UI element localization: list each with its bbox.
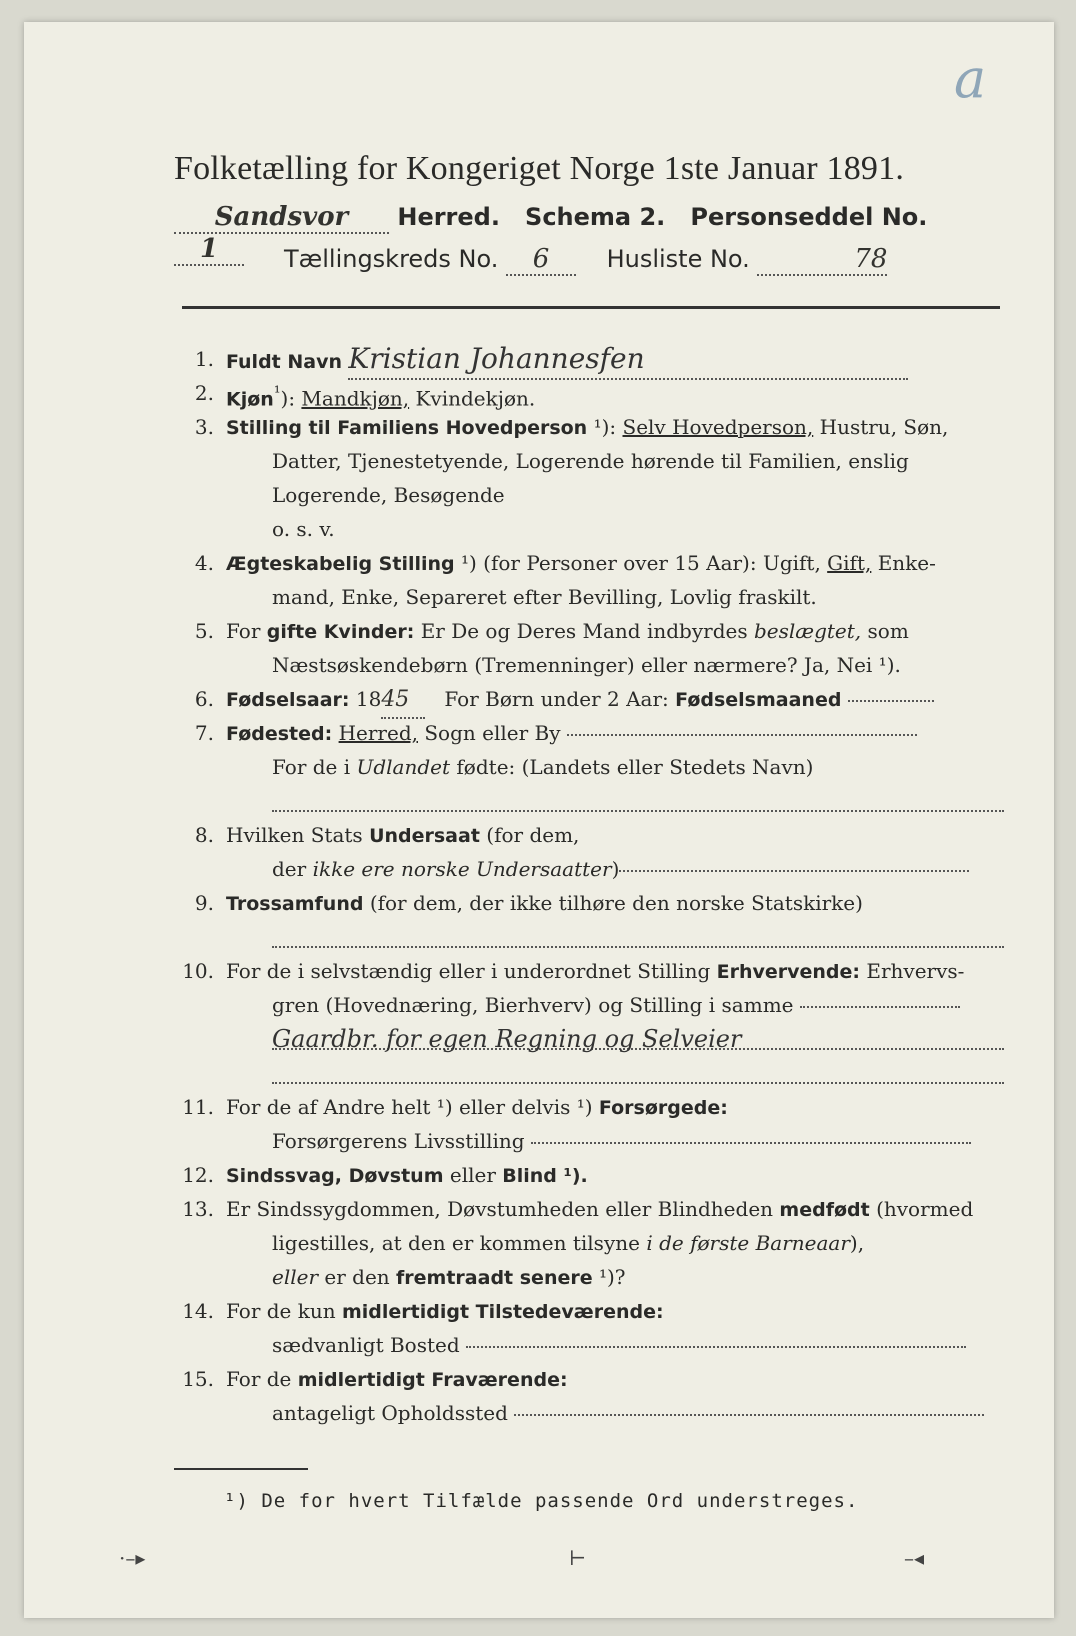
item-text: For de i: [272, 755, 351, 779]
occupation-label: Erhvervende:: [716, 961, 861, 983]
item-text: gren (Hovednæring, Bierhverv) og Stilling i samme: [272, 993, 794, 1017]
item-9-fill: [174, 920, 1004, 954]
item-3-line2: [174, 444, 1004, 478]
family-position-selected: Selv Hovedperson,: [622, 415, 814, 439]
item-13-line3: [174, 1260, 1004, 1294]
kreds-value: 6: [532, 244, 550, 274]
item-number: 6.: [194, 687, 214, 711]
item-10: [174, 954, 1004, 988]
schema-label: Schema 2.: [525, 203, 666, 231]
occupation-value: Gaardbr. for egen Regning og Selveier: [272, 1025, 742, 1053]
item-text: beslægtet,: [753, 619, 862, 643]
religion-label: Trossamfund: [226, 893, 364, 915]
sex-option-male: Mandkjøn,: [301, 386, 410, 411]
margin-mark-right: –◂: [904, 1546, 925, 1570]
item-14-line2: [174, 1328, 1004, 1362]
item-text: For de kun: [226, 1299, 336, 1323]
corner-handwritten-mark: a: [954, 47, 987, 110]
personseddel-value: 1: [199, 234, 219, 264]
header-divider: [182, 306, 1000, 309]
item-text: Næstsøskendebørn (Tremenninger) eller nærmere? Ja, Nei ¹).: [272, 653, 901, 677]
item-9: [174, 886, 1004, 920]
family-position-options-2: Datter, Tjenestetyende, Logerende hørende til Familien, enslig: [272, 449, 909, 473]
sex-option-female: Kvindekjøn.: [415, 386, 536, 411]
item-13-line2: ligestilles, at den er kommen tilsyne i de første Barneaar),: [272, 1231, 865, 1255]
item-text: som: [867, 619, 909, 643]
citizenship-label: Undersaat: [369, 825, 480, 847]
sex-label: Kjøn: [226, 388, 274, 411]
item-text: (hvormed: [876, 1197, 974, 1221]
item-4: 4. Ægteskabelig Stilling ¹) (for Personer over 15 Aar): Ugift, Gift, Enke-: [174, 546, 1004, 580]
item-text: er den: [324, 1265, 390, 1289]
married-women-label: gifte Kvinder:: [266, 621, 415, 643]
marital-status-selected: Gift,: [827, 551, 872, 575]
item-number: 13.: [182, 1197, 214, 1221]
item-number: 3.: [194, 415, 214, 439]
item-number: 9.: [194, 891, 214, 915]
item-11: [174, 1090, 1004, 1124]
footnote: ¹) De for hvert Tilfælde passende Ord understreges.: [224, 1490, 859, 1512]
item-text: ¹)?: [598, 1265, 626, 1289]
item-text: Blind ¹).: [502, 1165, 588, 1187]
item-3: 3. Stilling til Familiens Hovedperson ¹): Selv Hovedperson, Hustru, Søn,: [174, 410, 1004, 444]
item-text: For: [226, 619, 261, 643]
item-12: [174, 1158, 1004, 1192]
margin-mark-left: ·–▸: [119, 1546, 146, 1570]
item-text: Erhvervs-: [866, 959, 965, 983]
congenital-label: medfødt: [779, 1199, 870, 1221]
item-3-line4: [174, 512, 1004, 546]
form-items: [174, 342, 1004, 1430]
item-1: [174, 342, 1004, 376]
item-number: 4.: [194, 551, 214, 575]
item-text: ligestilles, at den er kommen tilsyne: [272, 1231, 640, 1255]
kreds-label: Tællingskreds No.: [284, 245, 499, 273]
item-number: 11.: [182, 1095, 214, 1119]
item-text: Forsørgerens Livsstilling: [272, 1129, 525, 1153]
item-text: Er De og Deres Mand indbyrdes: [420, 619, 748, 643]
item-2: 2. Kjøn$^{^1}$): Mandkjøn, Kvindekjøn.: [174, 376, 1004, 410]
item-6: [174, 682, 1004, 716]
birth-year-prefix: 18: [355, 687, 382, 711]
item-11-line2: [174, 1124, 1004, 1158]
husliste-value: 78: [854, 244, 888, 274]
item-5-line2: [174, 648, 1004, 682]
item-10-fill: [174, 1056, 1004, 1090]
birth-month-label: Fødselsmaaned: [675, 689, 842, 711]
item-text: fremtraadt senere: [396, 1267, 593, 1289]
item-text: For de: [226, 1367, 292, 1391]
item-number: 7.: [194, 721, 214, 745]
item-text: Hvilken Stats: [226, 823, 363, 847]
item-8: [174, 818, 1004, 852]
item-text: sædvanligt Bosted: [272, 1333, 460, 1357]
birthplace-label: Fødested:: [226, 723, 333, 745]
item-text: der: [272, 857, 307, 881]
item-4-line2: [174, 580, 1004, 614]
item-number: 15.: [182, 1367, 214, 1391]
full-name-label: Fuldt Navn: [226, 351, 343, 373]
item-number: 12.: [182, 1163, 214, 1187]
item-text: i de første Barneaar: [646, 1231, 850, 1255]
item-text: (for dem, der ikke tilhøre den norske Statskirke): [369, 891, 863, 915]
item-number: 2.: [194, 381, 214, 405]
item-number: 1.: [194, 347, 214, 371]
item-text: antageligt Opholdssted: [272, 1401, 508, 1425]
item-3-line3: [174, 478, 1004, 512]
form-title: Folketælling for Kongeriget Norge 1ste Januar 1891.: [173, 150, 905, 187]
full-name-value: Kristian Johannesfen: [348, 342, 645, 375]
margin-mark-center: ⊢: [569, 1546, 587, 1570]
item-text: ikke ere norske Undersaatter: [312, 857, 612, 881]
item-text: Udlandet: [356, 755, 451, 779]
temporary-present-label: midlertidigt Tilstedeværende:: [341, 1301, 664, 1323]
item-number: 5.: [194, 619, 214, 643]
birth-year-value: 45: [381, 687, 410, 712]
item-text: For de af Andre helt ¹) eller delvis ¹): [226, 1095, 593, 1119]
marital-status-options-2: mand, Enke, Separeret efter Bevilling, Lovlig fraskilt.: [272, 585, 817, 609]
birth-year-label: Fødselsaar:: [226, 689, 350, 711]
item-15-line2: [174, 1396, 1004, 1430]
item-text: Er Sindssygdommen, Døvstumheden eller Blindheden: [226, 1197, 774, 1221]
item-text: eller: [272, 1265, 319, 1289]
family-position-etc: o. s. v.: [272, 517, 335, 541]
item-text: For de i selvstændig eller i underordnet Stilling: [226, 959, 711, 983]
kreds-line: [284, 244, 984, 276]
item-text: For Børn under 2 Aar:: [444, 687, 669, 711]
family-position-options: Hustru, Søn,: [819, 415, 949, 439]
item-text: eller: [449, 1163, 496, 1187]
item-7-fill: [174, 784, 1004, 818]
item-7: [174, 716, 1004, 750]
item-15: [174, 1362, 1004, 1396]
personseddel-label: Personseddel No.: [690, 203, 928, 231]
dependents-label: Forsørgede:: [598, 1097, 728, 1119]
marital-status-options: (for Personer over 15 Aar): Ugift,: [483, 551, 821, 575]
item-5: [174, 614, 1004, 648]
item-number: 10.: [182, 959, 214, 983]
herred-value: Sandsvor: [214, 202, 349, 232]
marital-status-label: Ægteskabelig Stilling: [226, 553, 455, 575]
item-text: fødte: (Landets eller Stedets Navn): [456, 755, 814, 779]
disability-label: Sindssvag, Døvstum: [226, 1165, 444, 1187]
family-position-label: Stilling til Familiens Hovedperson: [226, 417, 588, 439]
item-number: 14.: [182, 1299, 214, 1323]
family-position-options-3: Logerende, Besøgende: [272, 483, 505, 507]
item-text: (for dem,: [486, 823, 580, 847]
footnote-divider: [174, 1468, 308, 1470]
item-8-line2: der ikke ere norske Undersaatter): [174, 852, 1004, 886]
item-10-line2: [174, 988, 1004, 1022]
item-13: [174, 1192, 1004, 1226]
temporary-absent-label: midlertidigt Fraværende:: [297, 1369, 568, 1391]
footnote-ref: ¹: [273, 383, 281, 402]
census-form-sheet: [24, 22, 1054, 1618]
birthplace-options: Sogn eller By: [424, 721, 561, 745]
husliste-label: Husliste No.: [606, 245, 750, 273]
birthplace-selected: Herred,: [338, 721, 418, 745]
item-10-value-line: [174, 1022, 1004, 1056]
item-7-line2: [174, 750, 1004, 784]
item-14: [174, 1294, 1004, 1328]
marital-status-options-cont: Enke-: [877, 551, 936, 575]
herred-label: Herred.: [397, 203, 500, 231]
item-number: 8.: [194, 823, 214, 847]
